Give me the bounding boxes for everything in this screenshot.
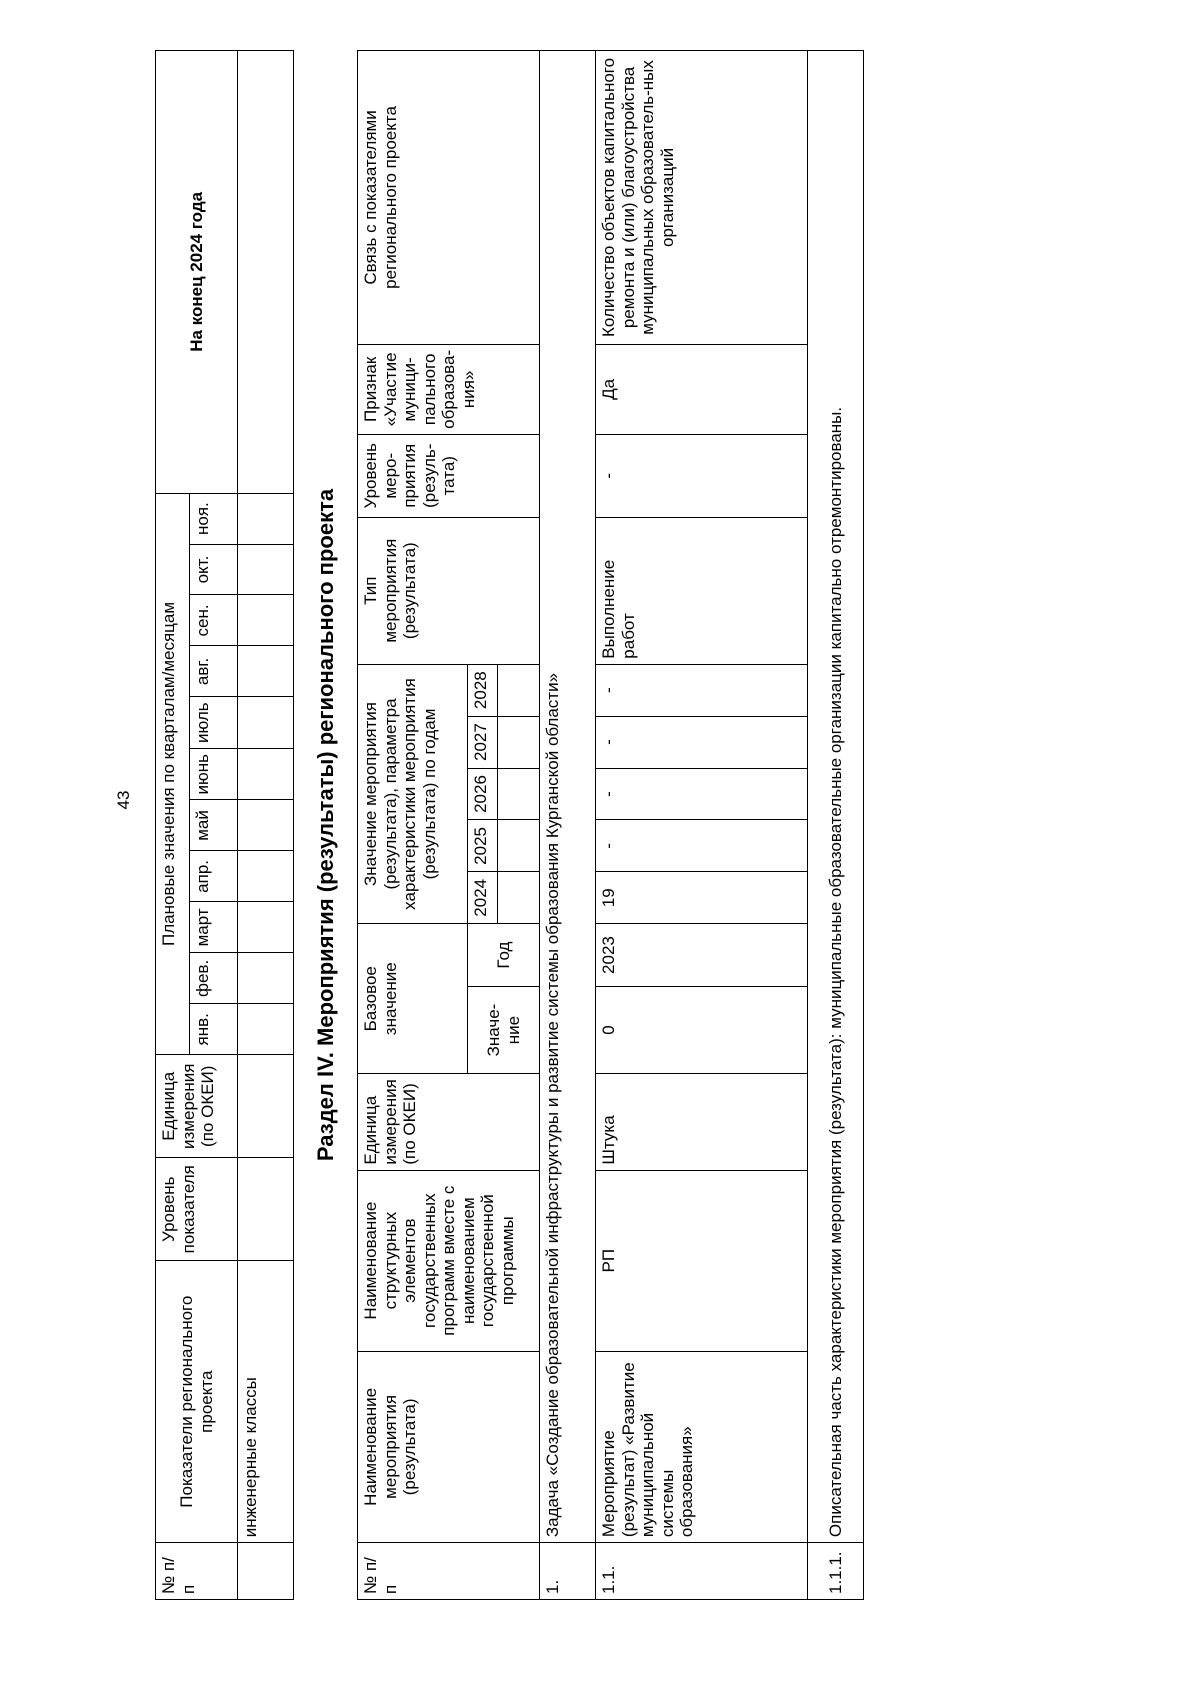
cell-empty bbox=[238, 697, 294, 749]
row-value: - bbox=[596, 716, 808, 768]
header-month: май bbox=[190, 800, 238, 851]
row-unit: Штука bbox=[596, 1074, 808, 1170]
header-month: фев. bbox=[190, 953, 238, 1004]
cell-empty bbox=[498, 664, 540, 716]
indicator-name: инженерные классы bbox=[238, 1261, 294, 1543]
cell-empty bbox=[238, 749, 294, 801]
cell-empty bbox=[238, 51, 294, 494]
cell-empty bbox=[238, 851, 294, 902]
page-number: 43 bbox=[114, 790, 133, 810]
cell-empty bbox=[238, 493, 294, 544]
header-num: № п/п bbox=[358, 1543, 540, 1600]
header-planned-values: Плановые значения по кварталам/месяцам bbox=[156, 493, 190, 1055]
row-struct: РП bbox=[596, 1170, 808, 1351]
cell-empty bbox=[498, 716, 540, 768]
header-month: март bbox=[190, 902, 238, 953]
header-year: 2024 bbox=[468, 872, 498, 924]
row-value: - bbox=[596, 664, 808, 716]
header-month: апр. bbox=[190, 851, 238, 902]
rotated-page-content bbox=[155, 50, 955, 1600]
section-title bbox=[313, 50, 339, 1600]
header-year: 2026 bbox=[468, 768, 498, 820]
cell-empty bbox=[238, 1543, 294, 1600]
task-text: Задача «Создание образовательной инфраструктуры и развитие системы образования Курганской области» bbox=[540, 51, 596, 1543]
cell-empty bbox=[238, 646, 294, 697]
row-value: - bbox=[596, 768, 808, 820]
row-sign: Да bbox=[596, 344, 808, 434]
header-link: Связь с показателями регионального проекта bbox=[358, 51, 540, 345]
cell-empty bbox=[238, 544, 294, 595]
cell-empty bbox=[498, 872, 540, 924]
header-month: июль bbox=[190, 697, 238, 749]
cell-empty bbox=[238, 1055, 294, 1158]
cell-empty bbox=[498, 820, 540, 872]
header-type: Тип мероприятия (результата) bbox=[358, 517, 540, 664]
row-value: 19 bbox=[596, 872, 808, 924]
row-level: - bbox=[596, 434, 808, 517]
header-base-value: Значе-ние bbox=[468, 986, 540, 1073]
header-num: № п/п bbox=[156, 1543, 238, 1600]
header-name: Наименование мероприятия (результата) bbox=[358, 1351, 540, 1542]
activities-table bbox=[357, 50, 864, 1600]
row-name: Мероприятие (результат) «Развитие муниципальной системы образования» bbox=[596, 1351, 808, 1542]
header-month: июнь bbox=[190, 749, 238, 801]
row-base-year: 2023 bbox=[596, 924, 808, 987]
row-num: 1.1. bbox=[596, 1543, 808, 1600]
desc-num: 1.1.1. bbox=[808, 1543, 864, 1600]
task-num: 1. bbox=[540, 1543, 596, 1600]
header-unit: Единица измерения (по ОКЕИ) bbox=[156, 1055, 238, 1158]
cell-empty bbox=[238, 595, 294, 646]
header-base-year: Год bbox=[468, 924, 540, 987]
header-month: янв. bbox=[190, 1004, 238, 1055]
header-level: Уровень меро-приятия (резуль-тата) bbox=[358, 434, 540, 517]
row-value: - bbox=[596, 820, 808, 872]
header-year: 2025 bbox=[468, 820, 498, 872]
cell-empty bbox=[238, 800, 294, 851]
header-indicators: Показатели регионального проекта bbox=[156, 1261, 238, 1543]
header-values: Значение мероприятия (результата), параметра характеристики мероприятия (результата) по годам bbox=[358, 664, 468, 924]
cell-empty bbox=[498, 768, 540, 820]
header-level: Уровень показателя bbox=[156, 1158, 238, 1261]
header-struct: Наименование структурных элементов государственных программ вместе с наименованием государственной программы bbox=[358, 1170, 540, 1351]
row-base-value: 0 bbox=[596, 986, 808, 1073]
section-title-rest: . Мероприятия (результаты) регионального проекта bbox=[313, 488, 338, 1059]
header-month: авг. bbox=[190, 646, 238, 697]
header-year: 2028 bbox=[468, 664, 498, 716]
header-month: окт. bbox=[190, 544, 238, 595]
header-unit: Единица измерения (по ОКЕИ) bbox=[358, 1074, 540, 1170]
header-year: 2027 bbox=[468, 716, 498, 768]
indicators-table bbox=[155, 50, 294, 1600]
cell-empty bbox=[238, 953, 294, 1004]
cell-empty bbox=[238, 902, 294, 953]
header-sign: Признак «Участие муници-пального образова-ния» bbox=[358, 344, 540, 434]
desc-text: Описательная часть характеристики мероприятия (результата): муниципальные образовательные организации капитально отремонтированы. bbox=[808, 51, 864, 1543]
section-title-prefix: Раздел IV bbox=[313, 1058, 338, 1162]
row-link: Количество объектов капитального ремонта и (или) благоустройства муниципальных образователь-ных организаций bbox=[596, 51, 808, 345]
cell-empty bbox=[238, 1158, 294, 1261]
cell-empty bbox=[238, 1004, 294, 1055]
header-month: сен. bbox=[190, 595, 238, 646]
header-end-year: На конец 2024 года bbox=[156, 51, 238, 494]
header-month: ноя. bbox=[190, 493, 238, 544]
row-type: Выполнение работ bbox=[596, 517, 808, 664]
header-base: Базовое значение bbox=[358, 924, 468, 1074]
